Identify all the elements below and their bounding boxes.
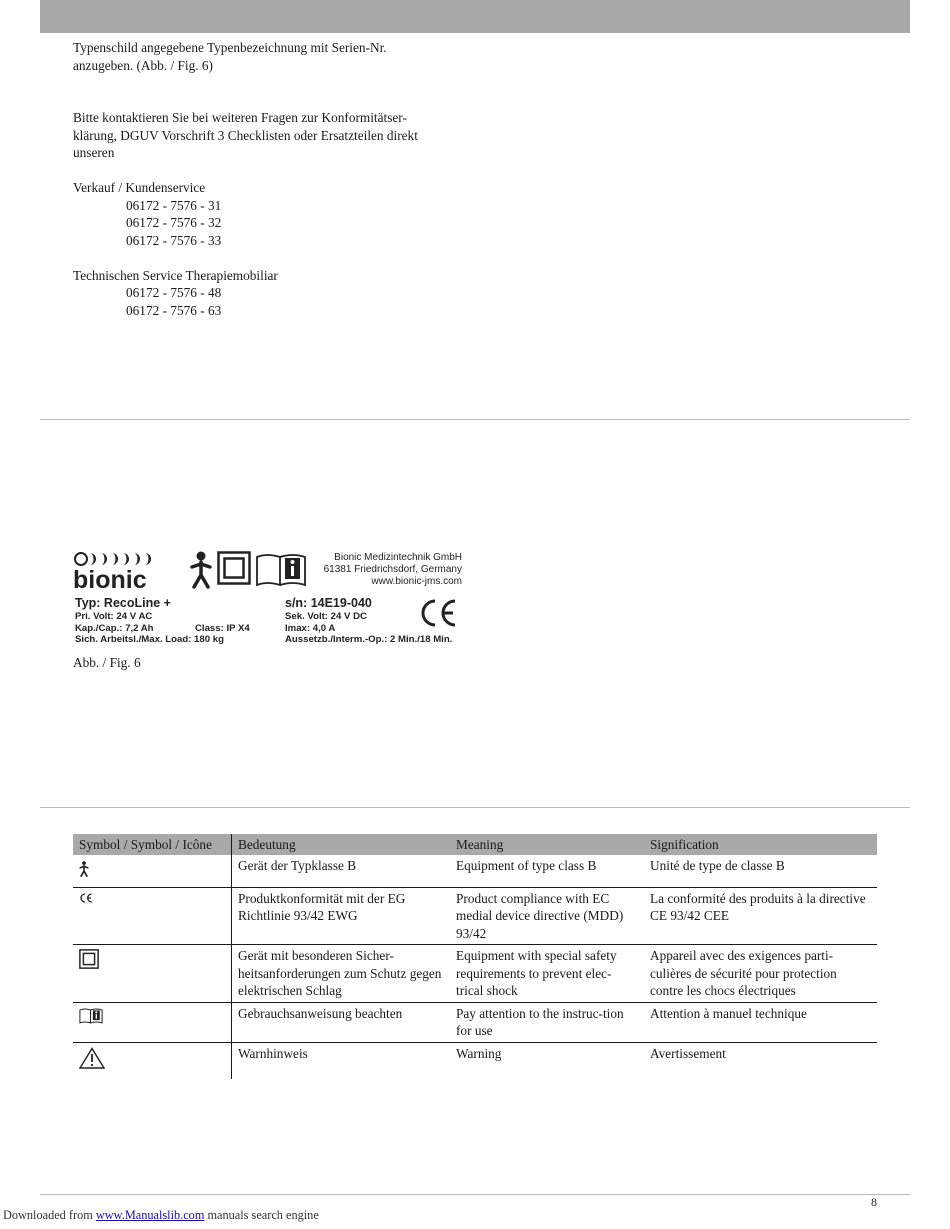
double-insulation-icon: [79, 949, 99, 969]
intro-text: [73, 39, 387, 74]
table-row: [73, 945, 877, 1003]
company-name: Bionic Medizintechnik GmbH: [334, 552, 462, 563]
meaning-fr: Avertissement: [650, 1045, 726, 1061]
meaning-fr: Appareil avec des exigences parti-culières de sécurité pour protection contre les chocs électriques: [644, 945, 877, 1003]
header-symbol: Symbol / Symbol / Icône: [73, 834, 232, 855]
company-website: www.bionic-jms.com: [371, 576, 462, 587]
footer-divider: [40, 1194, 910, 1195]
symbol-cell: [73, 945, 232, 1003]
contact-line-3: unseren: [73, 145, 115, 160]
sales-phone: 06172 - 7576 - 32: [126, 215, 222, 230]
meaning-en: Product compliance with EC medial device directive (MDD) 93/42: [450, 887, 644, 945]
double-insulation-icon: [217, 551, 251, 585]
sales-phone: 06172 - 7576 - 31: [126, 197, 222, 213]
download-footer: [3, 1208, 319, 1223]
type-b-person-icon: [189, 551, 213, 589]
contact-block: [73, 109, 418, 319]
symbol-cell: [73, 887, 232, 945]
plate-intermittent: Aussetzb./Interm.-Op.: 2 Min./18 Min.: [285, 634, 453, 645]
svg-text:bionic: bionic: [73, 566, 147, 590]
page-number: 8: [871, 1195, 877, 1209]
meaning-de: Produktkonformität mit der EG Richtlinie 93/42 EWG: [232, 887, 451, 945]
manualslib-link[interactable]: www.Manualslib.com: [95, 1208, 205, 1222]
table-row: [73, 855, 877, 887]
plate-type: Typ: RecoLine +: [75, 596, 171, 610]
meaning-de: Gerät mit besonderen Sicher-heitsanforderungen zum Schutz gegen elektrischen Schlag: [232, 945, 451, 1003]
sales-label: Verkauf / Kundenservice: [73, 180, 206, 195]
footer-prefix: Downloaded from: [3, 1208, 93, 1222]
meaning-en: Equipment of type class B: [450, 855, 644, 887]
company-city: 61381 Friedrichsdorf, Germany: [323, 564, 462, 575]
table-row: [73, 1042, 877, 1079]
ce-mark-icon: [79, 893, 93, 903]
meaning-en: Equipment with special safety requirements to prevent elec-trical shock: [450, 945, 644, 1003]
divider: [40, 807, 910, 808]
plate-class: Class: IP X4: [195, 622, 250, 634]
symbol-cell: [73, 1042, 232, 1079]
type-b-person-icon: [79, 859, 89, 879]
contact-line-1: Bitte kontaktieren Sie bei weiteren Fragen zur Konformitätser-: [73, 110, 407, 125]
header-bedeutung: Bedeutung: [232, 834, 451, 855]
instruction-manual-icon: [79, 1007, 103, 1024]
plate-capacity: Kap./Cap.: 7,2 Ah: [75, 622, 154, 634]
company-address: [324, 552, 462, 588]
instruction-manual-icon: [255, 551, 307, 587]
tech-phone: 06172 - 7576 - 48: [126, 285, 222, 300]
meaning-fr: Unité de type de classe B: [644, 855, 877, 887]
bionic-logo: [73, 550, 177, 590]
table-row: [73, 887, 877, 945]
plate-sek-volt: Sek. Volt: 24 V DC: [285, 611, 367, 622]
meaning-fr: La conformité des produits à la directive CE 93/42 CEE: [644, 887, 877, 945]
plate-pri-volt: Pri. Volt: 24 V AC: [75, 611, 153, 622]
meaning-de: Warnhinweis: [238, 1045, 308, 1061]
figure-caption: Abb. / Fig. 6: [73, 655, 141, 670]
plate-load: Sich. Arbeitsl./Max. Load: 180 kg: [75, 634, 224, 645]
table-header-row: [73, 834, 877, 855]
type-plate: [73, 548, 465, 648]
header-signification: Signification: [644, 834, 877, 855]
ce-mark-icon: [418, 598, 458, 628]
symbol-table: [73, 834, 877, 1079]
sales-phone: 06172 - 7576 - 33: [126, 232, 222, 248]
meaning-en: Warning: [456, 1045, 502, 1061]
plate-serial: s/n: 14E19-040: [285, 596, 372, 610]
intro-line-1: Typenschild angegebene Typenbezeichnung mit Serien-Nr.: [73, 40, 387, 55]
meaning-en: Pay attention to the instruc-tion for use: [450, 1002, 644, 1042]
tech-label: Technischen Service Therapiemobiliar: [73, 267, 278, 283]
tech-phone: 06172 - 7576 - 63: [126, 302, 222, 318]
meaning-fr: Attention à manuel technique: [644, 1002, 877, 1042]
symbol-cell: [73, 855, 232, 887]
plate-imax: Imax: 4,0 A: [285, 622, 336, 634]
symbol-cell: [73, 1002, 232, 1042]
header-meaning: Meaning: [450, 834, 644, 855]
contact-line-2: klärung, DGUV Vorschrift 3 Checklisten oder Ersatzteilen direkt: [73, 127, 418, 143]
meaning-de: Gebrauchsanweisung beachten: [232, 1002, 451, 1042]
table-row: [73, 1002, 877, 1042]
divider: [40, 419, 910, 420]
footer-suffix: manuals search engine: [207, 1208, 319, 1222]
meaning-de: Gerät der Typklasse B: [232, 855, 451, 887]
header-bar: [40, 0, 910, 33]
warning-triangle-icon: [79, 1047, 105, 1069]
intro-line-2: anzugeben. (Abb. / Fig. 6): [73, 57, 213, 73]
